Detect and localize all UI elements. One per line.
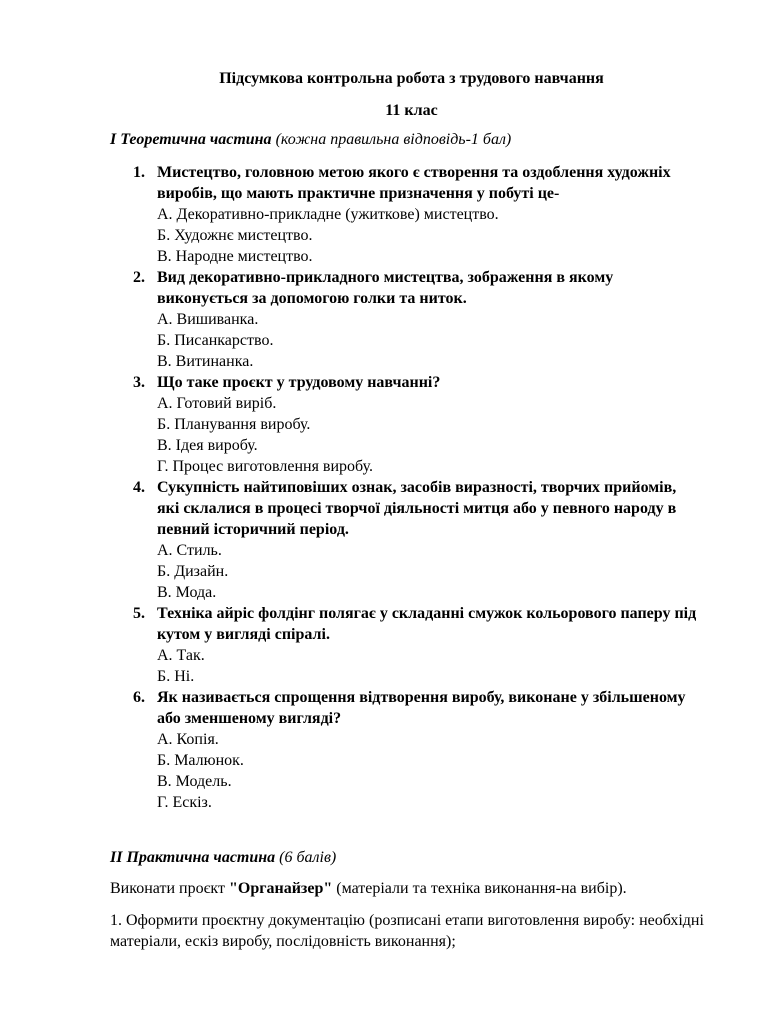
section-name: I Теоретична частина (110, 131, 272, 148)
answer-options (157, 393, 768, 477)
answer-options (157, 645, 768, 687)
project-name: "Органайзер" (228, 880, 333, 897)
question-item (0, 477, 768, 603)
answer-option: А. Стиль. (157, 542, 222, 559)
question-number: 2. (133, 269, 145, 286)
answer-option: В. Мода. (157, 584, 217, 601)
task-step-1: 1. Оформити проєктну документацію (розписані етапи виготовлення виробу: необхідні матеріали, ескіз виробу, послідовність виконання); (110, 912, 704, 950)
task-intro-text: Виконати проєкт (110, 880, 229, 897)
answer-option: А. Так. (157, 647, 205, 664)
answer-option: В. Ідея виробу. (157, 437, 258, 454)
question-item (0, 267, 768, 372)
answer-option: А. Декоративно-прикладне (ужиткове) мистецтво. (157, 206, 499, 223)
section-heading-theory (110, 130, 511, 150)
answer-options (157, 309, 768, 372)
question-number: 6. (133, 689, 145, 706)
answer-option: В. Модель. (157, 773, 232, 790)
answer-option: В. Народне мистецтво. (157, 248, 313, 265)
question-number: 1. (133, 164, 145, 181)
question-text: Як називається спрощення відтворення виробу, виконане у збільшеному або зменшеному вигляді? (157, 689, 686, 727)
question-list (0, 162, 768, 813)
section-note: (6 балів) (279, 849, 337, 866)
answer-option: Б. Дизайн. (157, 563, 229, 580)
answer-option: А. Готовий виріб. (157, 395, 277, 412)
question-text: Техніка айріс фолдінг полягає у складанні смужок кольорового паперу під кутом у вигляді спіралі. (157, 605, 697, 643)
answer-option: Г. Ескіз. (157, 794, 212, 811)
question-item (0, 372, 768, 477)
question-number: 4. (133, 479, 145, 496)
task-intro (110, 878, 730, 899)
question-text: Вид декоративно-прикладного мистецтва, зображення в якому виконується за допомогою голки та ниток. (157, 269, 614, 307)
task-intro-text: (матеріали та техніка виконання-на вибір). (332, 880, 627, 897)
answer-option: Б. Писанкарство. (157, 332, 274, 349)
answer-options (157, 540, 768, 603)
grade-label: 11 клас (385, 102, 438, 119)
question-text: Що таке проєкт у трудовому навчанні? (157, 374, 441, 391)
question-number: 3. (133, 374, 145, 391)
section-note: (кожна правильна відповідь-1 бал) (275, 131, 512, 148)
section-name: II Практична частина (110, 849, 276, 866)
answer-options (157, 729, 768, 813)
answer-option: А. Копія. (157, 731, 219, 748)
answer-options (157, 204, 768, 267)
section-heading-practice (110, 848, 336, 868)
answer-option: Б. Ні. (157, 668, 195, 685)
question-text: Мистецтво, головною метою якого є створення та оздоблення художніх виробів, що мають практичне призначення у побуті це- (157, 164, 671, 202)
question-number: 5. (133, 605, 145, 622)
question-item (0, 162, 768, 267)
document-title: Підсумкова контрольна робота з трудового навчання (219, 70, 604, 87)
answer-option: Б. Малюнок. (157, 752, 244, 769)
answer-option: Б. Планування виробу. (157, 416, 311, 433)
answer-option: Г. Процес виготовлення виробу. (157, 458, 373, 475)
answer-option: Б. Художнє мистецтво. (157, 227, 313, 244)
answer-option: А. Вишиванка. (157, 311, 259, 328)
question-text: Сукупність найтиповіших ознак, засобів виразності, творчих прийомів, які склалися в процесі творчої діяльності митця або у певного народу в певний історичний період. (157, 479, 677, 538)
question-item (0, 687, 768, 813)
answer-option: В. Витинанка. (157, 353, 254, 370)
question-item (0, 603, 768, 687)
